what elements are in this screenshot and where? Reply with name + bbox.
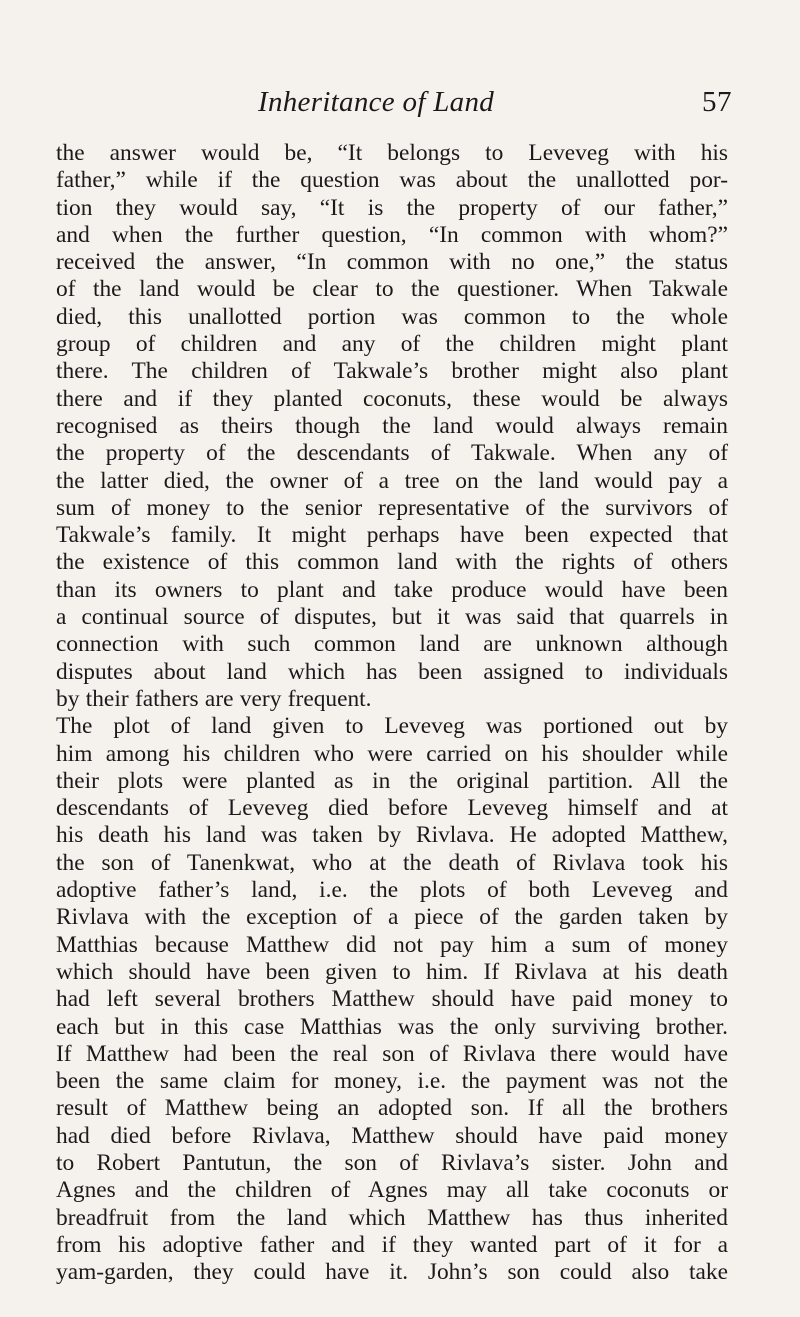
text-line: and when the further question, “In common with whom?” [56,221,728,248]
page-number: 57 [702,86,732,118]
running-title: Inheritance of Land [258,86,495,118]
text-line: their plots were planted as in the original partition. All the [56,767,728,794]
text-line: Matthias because Matthew did not pay him a sum of money [56,931,728,958]
text-line: to Robert Pantutun, the son of Rivlava’s sister. John and [56,1149,728,1176]
paragraph-2 [56,713,728,1286]
text-line: a continual source of disputes, but it was said that quarrels in [56,604,728,631]
paragraph-1 [56,140,728,713]
text-line: adoptive father’s land, i.e. the plots of both Leveveg and [56,877,728,904]
text-line: had left several brothers Matthew should have paid money to [56,986,728,1013]
text-line: died, this unallotted portion was common to the whole [56,303,728,330]
text-line: group of children and any of the children might plant [56,331,728,358]
text-line: received the answer, “In common with no one,” the status [56,249,728,276]
page-header [0,86,800,126]
text-line: tion they would say, “It is the property of our father,” [56,194,728,221]
text-line: connection with such common land are unknown although [56,631,728,658]
text-line: Rivlava with the exception of a piece of the garden taken by [56,904,728,931]
body-text [56,140,728,1286]
text-line: had died before Rivlava, Matthew should have paid money [56,1122,728,1149]
text-line: yam-garden, they could have it. John’s son could also take [56,1259,728,1286]
text-line: each but in this case Matthias was the only surviving brother. [56,1013,728,1040]
text-line: father,” while if the question was about the unallotted por- [56,167,728,194]
text-line: If Matthew had been the real son of Rivlava there would have [56,1040,728,1067]
text-line: of the land would be clear to the questioner. When Takwale [56,276,728,303]
text-line: there and if they planted coconuts, these would be always [56,385,728,412]
text-line: his death his land was taken by Rivlava. He adopted Matthew, [56,822,728,849]
text-line: recognised as theirs though the land would always remain [56,412,728,439]
text-line: than its owners to plant and take produce would have been [56,576,728,603]
text-line: the latter died, the owner of a tree on the land would pay a [56,467,728,494]
text-line: The plot of land given to Leveveg was portioned out by [56,713,728,740]
text-line: the existence of this common land with the rights of others [56,549,728,576]
text-line: descendants of Leveveg died before Leveveg himself and at [56,795,728,822]
text-line: Takwale’s family. It might perhaps have been expected that [56,522,728,549]
text-line: the answer would be, “It belongs to Leveveg with his [56,140,728,166]
text-line: which should have been given to him. If Rivlava at his death [56,958,728,985]
text-line: by their fathers are very frequent. [56,685,372,712]
text-line: Agnes and the children of Agnes may all take coconuts or [56,1177,728,1204]
text-line: result of Matthew being an adopted son. If all the brothers [56,1095,728,1122]
text-line: from his adoptive father and if they wanted part of it for a [56,1231,728,1258]
text-line: sum of money to the senior representative of the survivors of [56,494,728,521]
text-line: there. The children of Takwale’s brother might also plant [56,358,728,385]
text-line: the son of Tanenkwat, who at the death of Rivlava took his [56,849,728,876]
text-line: the property of the descendants of Takwale. When any of [56,440,728,467]
text-line: breadfruit from the land which Matthew has thus inherited [56,1204,728,1231]
text-line: him among his children who were carried on his shoulder while [56,740,728,767]
text-line: been the same claim for money, i.e. the payment was not the [56,1068,728,1095]
text-line: disputes about land which has been assigned to individuals [56,658,728,685]
